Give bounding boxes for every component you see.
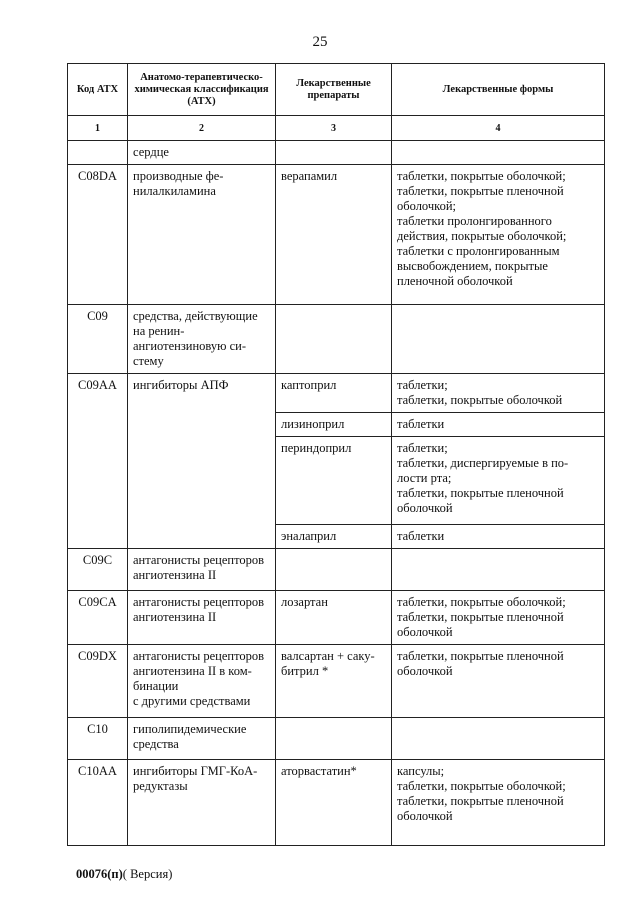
atx-code: C08DA xyxy=(68,165,128,305)
table-row xyxy=(68,718,605,760)
drug-name-line: каптоприл xyxy=(281,378,337,392)
drug-name xyxy=(276,141,392,165)
dosage-forms-line: оболочкой xyxy=(397,664,453,678)
table-row xyxy=(68,591,605,645)
dosage-forms-line: оболочкой xyxy=(397,809,453,823)
atx-code xyxy=(68,141,128,165)
drug-name-line: лозартан xyxy=(281,595,328,609)
footer xyxy=(76,867,172,882)
drug-name xyxy=(276,374,392,413)
dosage-forms-line: действия, покрытые оболочкой; xyxy=(397,229,567,243)
atx-classification-line: антагонисты рецепторов xyxy=(133,553,265,567)
atx-code: C09CA xyxy=(68,591,128,645)
dosage-forms-line: оболочкой xyxy=(397,625,453,639)
atx-classification-line: сердце xyxy=(133,145,169,159)
dosage-forms-line: таблетки xyxy=(397,529,445,543)
atx-classification-line: ангиотензиновую си- xyxy=(133,339,246,353)
dosage-forms-line: оболочкой; xyxy=(397,199,456,213)
dosage-forms xyxy=(392,591,605,645)
dosage-forms-line: таблетки xyxy=(397,417,445,431)
dosage-forms-line: таблетки, покрытые пленочной xyxy=(397,649,564,663)
dosage-forms-line: таблетки, диспергируемые в по- xyxy=(397,456,569,470)
dosage-forms-line: таблетки с пролонгированным xyxy=(397,244,560,258)
header-classification: Анатомо-терапевтическо-химическая классификация (АТХ) xyxy=(128,64,276,116)
dosage-forms-line: пленочной оболочкой xyxy=(397,274,513,288)
drug-name-line: аторвастатин* xyxy=(281,764,357,778)
drug-name-line: эналаприл xyxy=(281,529,337,543)
atx-code: C09AA xyxy=(68,374,128,549)
atx-classification-line: стему xyxy=(133,354,164,368)
drug-name xyxy=(276,165,392,305)
footer-code: 00076(п) xyxy=(76,867,123,881)
atx-classification-line: антагонисты рецепторов xyxy=(133,595,265,609)
dosage-forms-line: таблетки, покрытые пленочной xyxy=(397,794,564,808)
dosage-forms xyxy=(392,413,605,437)
dosage-forms-line: таблетки, покрытые пленочной xyxy=(397,610,564,624)
atx-classification xyxy=(128,549,276,591)
drug-name xyxy=(276,549,392,591)
drug-name-line: верапамил xyxy=(281,169,338,183)
column-number-row xyxy=(68,116,605,141)
atx-code: C09 xyxy=(68,305,128,374)
table-row xyxy=(68,374,605,413)
atx-classification xyxy=(128,645,276,718)
atx-classification xyxy=(128,305,276,374)
dosage-forms xyxy=(392,718,605,760)
dosage-forms-line: таблетки пролонгированного xyxy=(397,214,552,228)
drug-name xyxy=(276,718,392,760)
dosage-forms-line: таблетки; xyxy=(397,378,448,392)
drug-name-line: битрил * xyxy=(281,664,329,678)
dosage-forms xyxy=(392,165,605,305)
dosage-forms-line: оболочкой xyxy=(397,501,453,515)
drug-name-line: валсартан + саку- xyxy=(281,649,375,663)
dosage-forms xyxy=(392,141,605,165)
atx-code: C10 xyxy=(68,718,128,760)
table-row xyxy=(68,549,605,591)
dosage-forms-line: таблетки, покрытые оболочкой xyxy=(397,393,563,407)
dosage-forms-line: высвобождением, покрытые xyxy=(397,259,548,273)
dosage-forms xyxy=(392,305,605,374)
atx-classification-line: ингибиторы ГМГ-КоА- xyxy=(133,764,258,778)
page-number: 25 xyxy=(312,34,328,50)
drug-name xyxy=(276,305,392,374)
atx-classification-line: антагонисты рецепторов xyxy=(133,649,265,663)
dosage-forms xyxy=(392,374,605,413)
atx-classification-line: гиполипидемические xyxy=(133,722,247,736)
drug-name-line: лизиноприл xyxy=(281,417,345,431)
atx-classification-line: ангиотензина II xyxy=(133,568,217,582)
atx-classification xyxy=(128,760,276,846)
drug-name xyxy=(276,760,392,846)
atx-classification-line: средства, действующие xyxy=(133,309,258,323)
atx-table xyxy=(67,63,605,846)
atx-classification-line: производные фе- xyxy=(133,169,224,183)
dosage-forms-line: лости рта; xyxy=(397,471,452,485)
dosage-forms-line: таблетки, покрытые оболочкой; xyxy=(397,169,566,183)
column-number: 4 xyxy=(392,116,605,141)
atx-classification-line: с другими средствами xyxy=(133,694,251,708)
table-row xyxy=(68,645,605,718)
dosage-forms-line: таблетки, покрытые пленочной xyxy=(397,184,564,198)
drug-name xyxy=(276,591,392,645)
dosage-forms xyxy=(392,645,605,718)
column-number: 2 xyxy=(128,116,276,141)
atx-code: C10AA xyxy=(68,760,128,846)
drug-name xyxy=(276,645,392,718)
dosage-forms-line: капсулы; xyxy=(397,764,445,778)
atx-code: C09DX xyxy=(68,645,128,718)
column-number: 3 xyxy=(276,116,392,141)
atx-classification xyxy=(128,591,276,645)
atx-classification-line: бинации xyxy=(133,679,179,693)
footer-version: ( Версия) xyxy=(122,867,173,881)
table-row xyxy=(68,305,605,374)
atx-classification-line: ингибиторы АПФ xyxy=(133,378,229,392)
table-row xyxy=(68,165,605,305)
table-body xyxy=(68,141,605,846)
drug-name-line: периндоприл xyxy=(281,441,352,455)
atx-classification xyxy=(128,374,276,549)
atx-classification-line: ангиотензина II в ком- xyxy=(133,664,252,678)
dosage-forms xyxy=(392,760,605,846)
atx-classification xyxy=(128,718,276,760)
atx-classification-line: на ренин- xyxy=(133,324,185,338)
drug-name xyxy=(276,437,392,525)
dosage-forms-line: таблетки, покрытые оболочкой; xyxy=(397,779,566,793)
dosage-forms-line: таблетки; xyxy=(397,441,448,455)
dosage-forms xyxy=(392,437,605,525)
header-drugs: Лекарственные препараты xyxy=(276,64,392,116)
header-row xyxy=(68,64,605,116)
header-forms: Лекарственные формы xyxy=(392,64,605,116)
dosage-forms xyxy=(392,525,605,549)
drug-name xyxy=(276,413,392,437)
table-row xyxy=(68,760,605,846)
atx-code: C09C xyxy=(68,549,128,591)
dosage-forms xyxy=(392,549,605,591)
column-number: 1 xyxy=(68,116,128,141)
dosage-forms-line: таблетки, покрытые пленочной xyxy=(397,486,564,500)
dosage-forms-line: таблетки, покрытые оболочкой; xyxy=(397,595,566,609)
atx-classification xyxy=(128,165,276,305)
header-code: Код АТХ xyxy=(68,64,128,116)
drug-name xyxy=(276,525,392,549)
table-row xyxy=(68,141,605,165)
atx-classification-line: нилалкиламина xyxy=(133,184,216,198)
atx-classification xyxy=(128,141,276,165)
atx-classification-line: ангиотензина II xyxy=(133,610,217,624)
atx-classification-line: редуктазы xyxy=(133,779,188,793)
atx-classification-line: средства xyxy=(133,737,179,751)
